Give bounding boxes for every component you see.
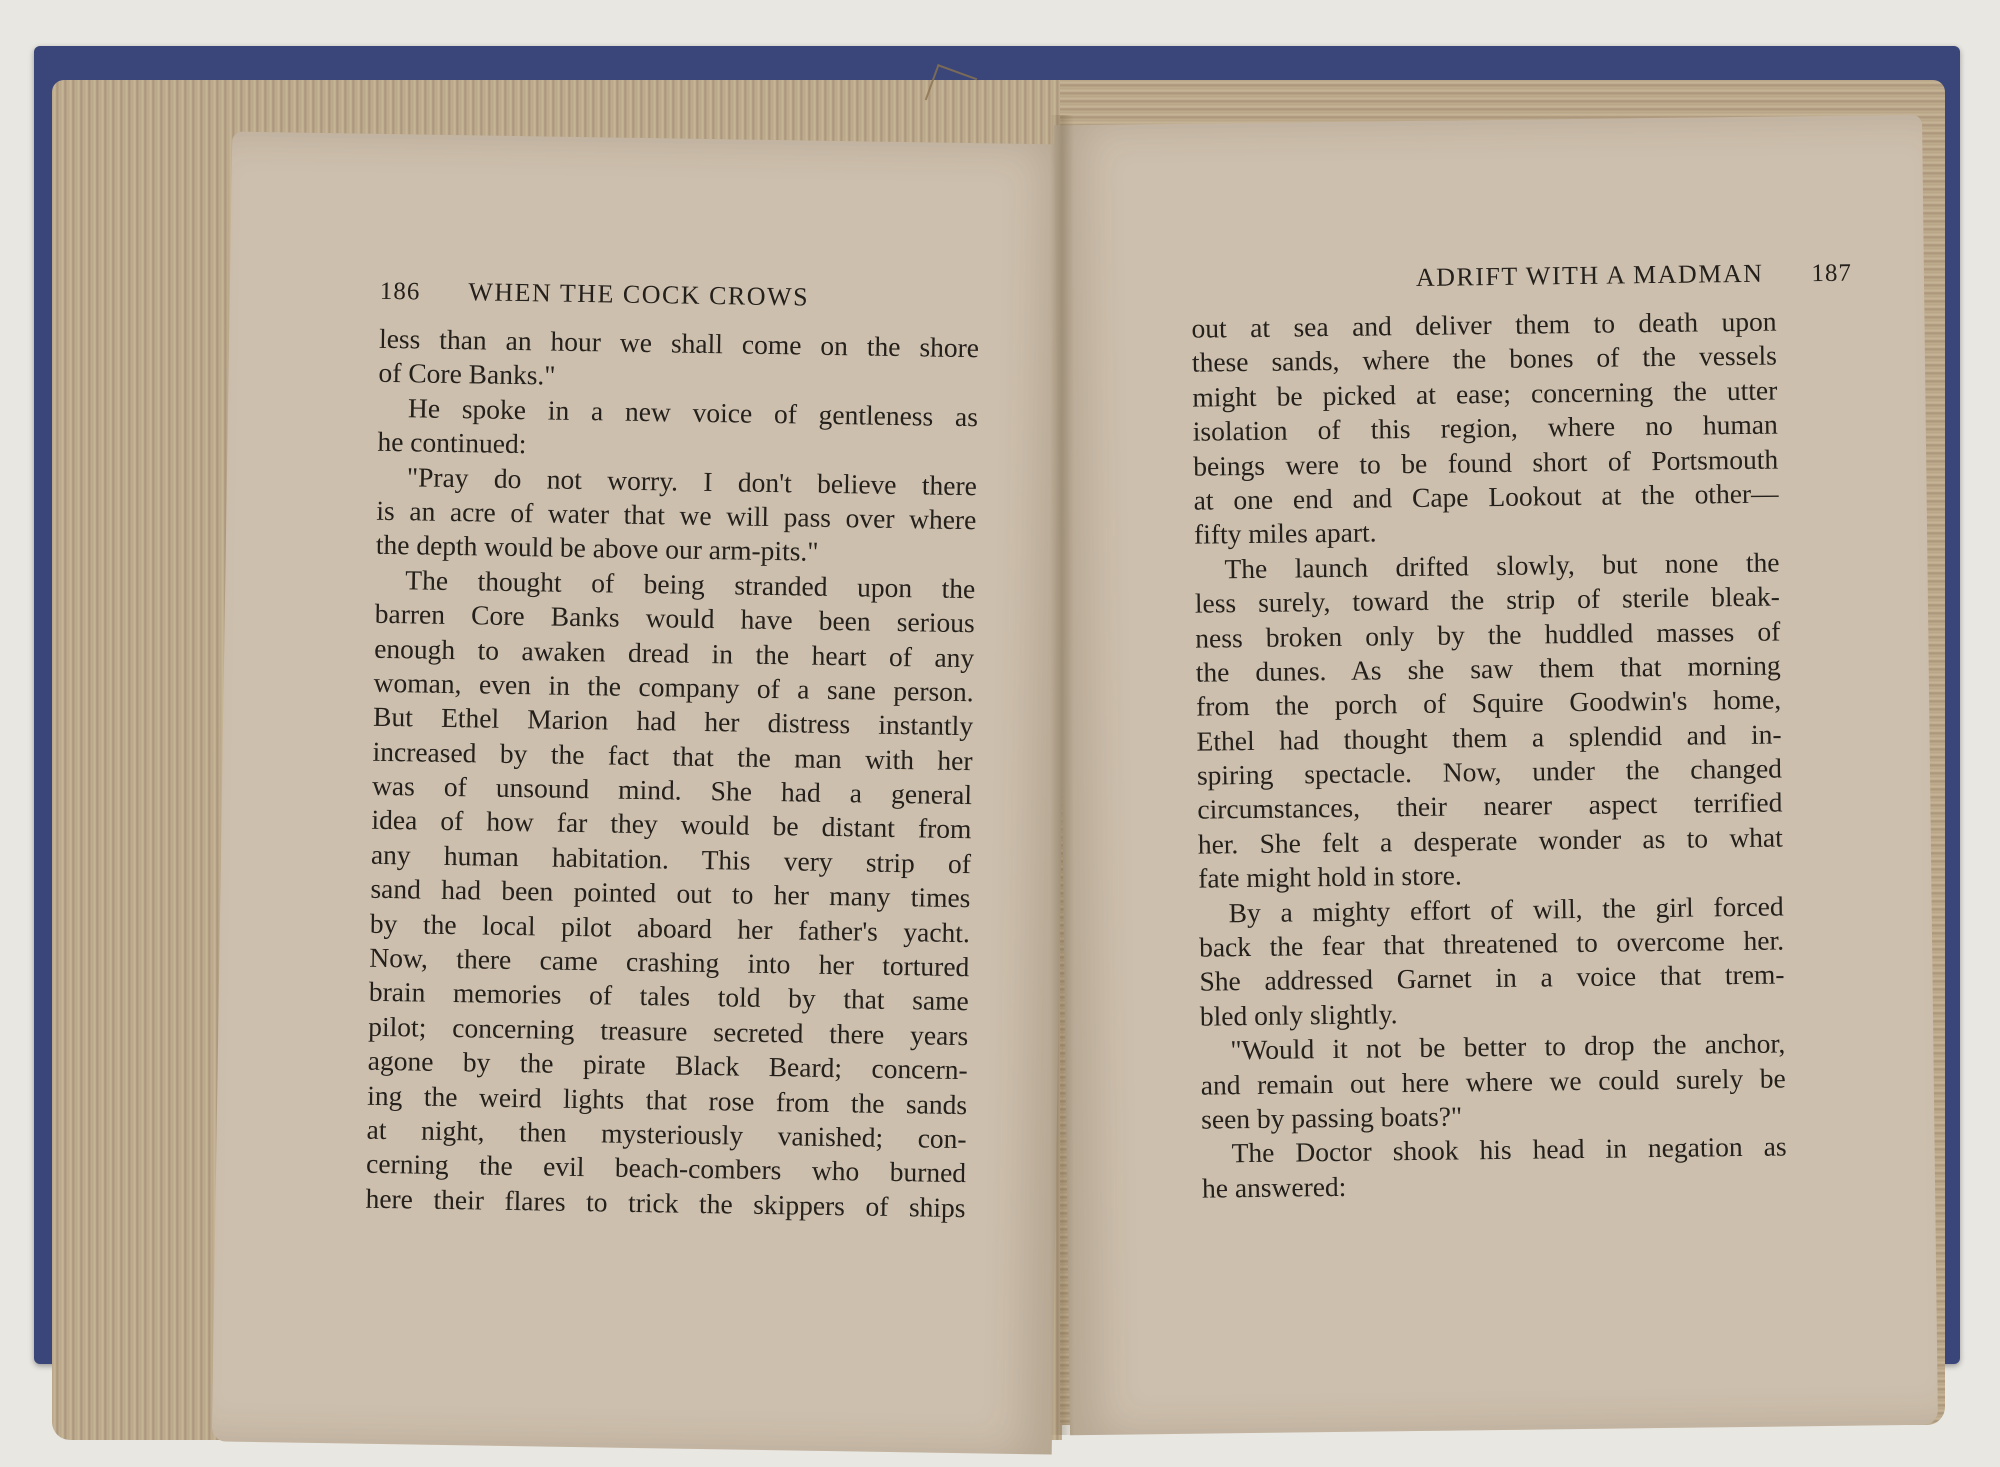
text-line: the dunes. As she saw them that morning xyxy=(1195,649,1781,688)
text-line: at one end and Cape Lookout at the other— xyxy=(1193,477,1779,516)
text-line: of Core Banks." xyxy=(378,357,556,391)
right-page-body xyxy=(1191,305,1787,1206)
text-line: he continued: xyxy=(377,425,527,460)
text-line: fifty miles apart. xyxy=(1193,516,1377,551)
running-title: WHEN THE COCK CROWS xyxy=(468,277,810,312)
page-number: 186 xyxy=(379,277,421,306)
text-line: at night, then mysteriously vanished; con- xyxy=(366,1113,967,1155)
text-line: these sands, where the bones of the vessels xyxy=(1191,339,1778,379)
text-line: The thought of being stranded upon the xyxy=(405,563,976,604)
text-line: back the fear that threatened to overcome her. xyxy=(1198,924,1785,963)
text-line: She addressed Garnet in a voice that trem- xyxy=(1199,958,1785,998)
left-page-header xyxy=(380,276,980,315)
right-page xyxy=(1054,115,1938,1436)
text-line: and remain out here where we could surely be xyxy=(1200,1062,1786,1101)
text-line: fate might hold in store. xyxy=(1198,859,1462,894)
text-line: ing the weird lights that rose from the sands xyxy=(366,1079,968,1120)
text-line: pilot; concerning treasure secreted there years xyxy=(368,1010,969,1051)
text-line: The Doctor shook his head in negation as xyxy=(1231,1130,1787,1169)
text-line: The launch drifted slowly, but none the xyxy=(1224,546,1780,585)
text-line: less than an hour we shall come on the shore xyxy=(378,322,980,364)
text-line: her. She felt a desperate wonder as to what xyxy=(1197,821,1783,860)
text-line: might be picked at ease; concerning the utter xyxy=(1192,374,1778,413)
text-line: the depth would be above our arm-pits." xyxy=(375,529,819,568)
text-line: idea of how far they would be distant from xyxy=(371,804,972,845)
text-line: "Would it not be better to drop the anchor, xyxy=(1230,1027,1786,1066)
text-line: ness broken only by the huddled masses of xyxy=(1195,615,1781,654)
text-line: he answered: xyxy=(1201,1170,1347,1204)
text-line: sand had been pointed out to her many times xyxy=(370,872,971,914)
text-line: beings were to be found short of Portsmouth xyxy=(1193,443,1779,482)
text-line: spiring spectacle. Now, under the changed xyxy=(1196,752,1783,791)
running-title: ADRIFT WITH A MADMAN xyxy=(1415,258,1764,292)
text-line: "Pray do not worry. I don't believe there xyxy=(406,460,978,501)
text-line: By a mighty effort of will, the girl forced xyxy=(1228,890,1784,928)
text-line: less surely, toward the strip of sterile bleak- xyxy=(1194,580,1781,619)
text-line: by the local pilot aboard her father's yacht. xyxy=(369,907,971,948)
text-line: barren Core Banks would have been serious xyxy=(374,597,975,639)
text-line: woman, even in the company of a sane person. xyxy=(373,666,974,708)
text-line: circumstances, their nearer aspect terrified xyxy=(1197,786,1783,826)
text-line: Now, there came crashing into her tortured xyxy=(369,941,970,983)
text-line: from the porch of Squire Goodwin's home, xyxy=(1195,683,1782,722)
text-line: enough to awaken dread in the heart of any xyxy=(374,632,975,673)
text-line: isolation of this region, where no human xyxy=(1192,408,1778,447)
right-page-header xyxy=(1252,258,1852,295)
text-line: Ethel had thought them a splendid and in- xyxy=(1196,718,1782,757)
text-line: seen by passing boats?" xyxy=(1200,1100,1463,1135)
text-line: increased by the fact that the man with her xyxy=(372,735,973,776)
text-line: out at sea and deliver them to death upon xyxy=(1191,305,1777,344)
text-line: He spoke in a new voice of gentleness as xyxy=(407,392,979,433)
text-line: was of unsound mind. She had a general xyxy=(371,769,973,811)
text-line: bled only slightly. xyxy=(1199,998,1398,1032)
page-number: 187 xyxy=(1811,259,1853,288)
text-line: any human habitation. This very strip of xyxy=(370,838,972,880)
text-line: agone by the pirate Black Beard; concern- xyxy=(367,1044,968,1086)
text-line: is an acre of water that we will pass over where xyxy=(376,494,977,536)
text-line: But Ethel Marion had her distress instantly xyxy=(372,701,974,742)
text-line: here their flares to trick the skippers of ships xyxy=(365,1182,966,1223)
left-page-body xyxy=(365,322,979,1225)
text-line: cerning the evil beach-combers who burned xyxy=(365,1148,967,1189)
text-line: brain memories of tales told by that same xyxy=(368,976,970,1017)
left-page xyxy=(212,131,1072,1454)
